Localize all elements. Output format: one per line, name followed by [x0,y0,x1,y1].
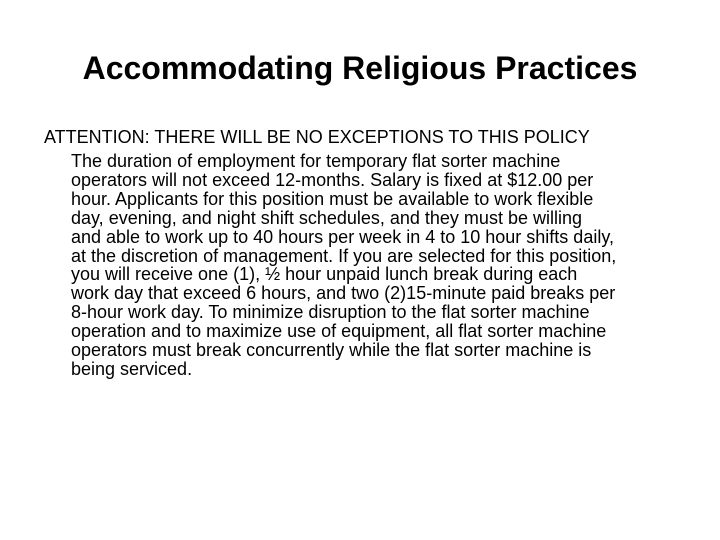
policy-body [71,152,691,379]
body-line: at the discretion of management. If you are selected for this position, [71,245,617,266]
body-line: and able to work up to 40 hours per week in 4 to 10 hour shifts daily, [71,226,614,247]
body-line: operation and to maximize use of equipment, all flat sorter machine [71,321,607,342]
body-line: 8-hour work day. To minimize disruption to the flat sorter machine [71,302,590,323]
body-line: The duration of employment for temporary flat sorter machine [71,151,561,171]
body-line: work day that exceed 6 hours, and two (2)15-minute paid breaks per [71,283,616,304]
body-line: operators will not exceed 12-months. Salary is fixed at $12.00 per [71,169,594,190]
body-line: being serviced. [71,358,193,379]
body-line: operators must break concurrently while the flat sorter machine is [71,340,592,361]
body-line: hour. Applicants for this position must be available to work flexible [71,188,594,209]
policy-notice: ATTENTION: THERE WILL BE NO EXCEPTIONS TO THIS POLICY [44,127,590,147]
body-line: you will receive one (1), ½ hour unpaid lunch break during each [71,264,578,285]
body-line: day, evening, and night shift schedules, and they must be willing [71,207,582,228]
slide-title: Accommodating Religious Practices [82,50,638,86]
